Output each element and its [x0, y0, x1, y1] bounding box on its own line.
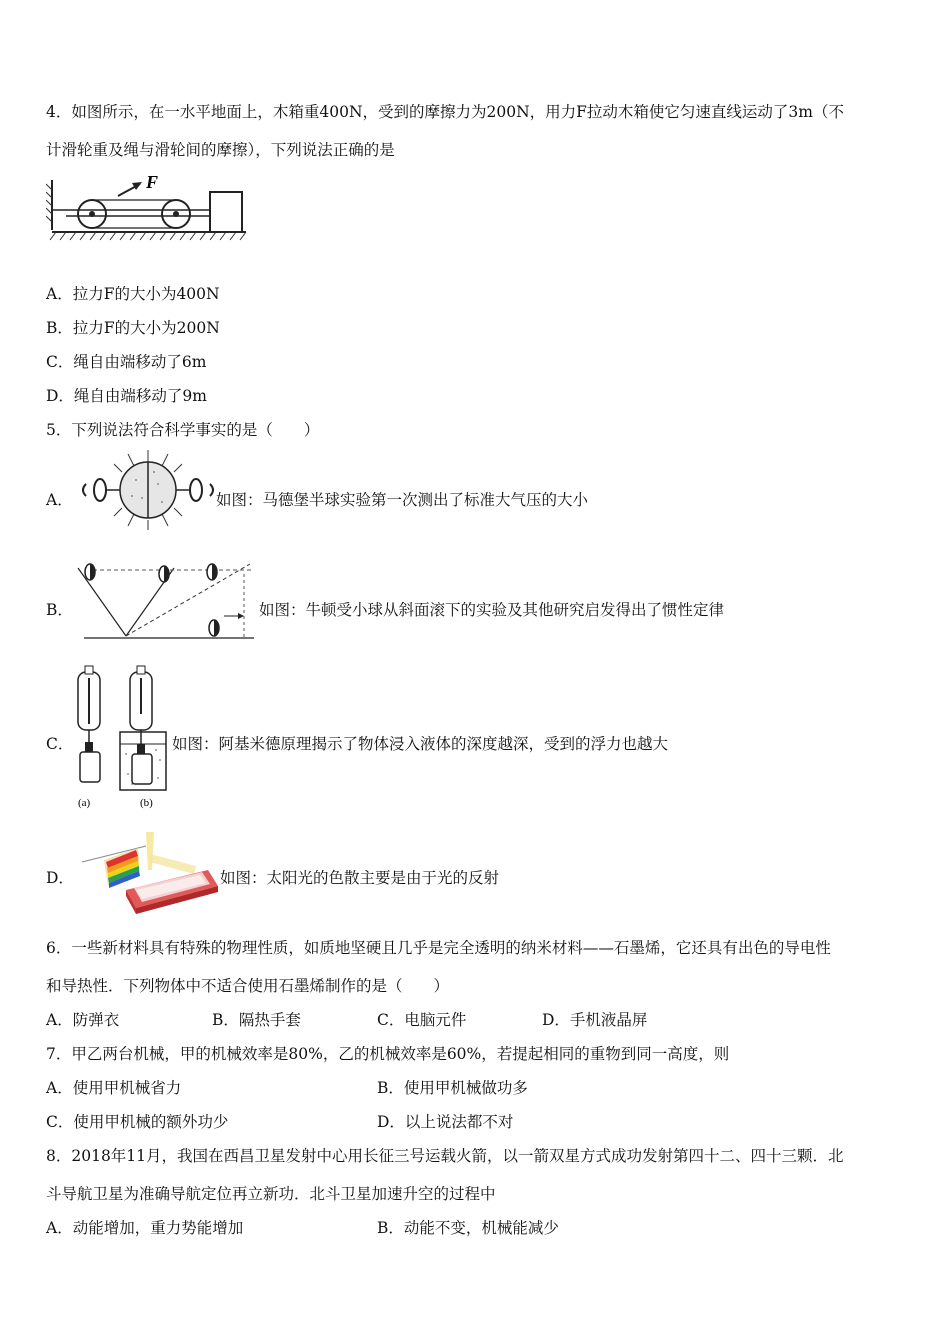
- light-dispersion-figure: [76, 826, 222, 914]
- q5-stem: 5．下列说法符合科学事实的是（ ）: [46, 421, 320, 439]
- q5-option-c-text[interactable]: 如图：阿基米德原理揭示了物体浸入液体的深度越深，受到的浮力也越大: [172, 735, 669, 753]
- q6-stem-line1: 6．一些新材料具有特殊的物理性质，如质地坚硬且几乎是完全透明的纳米材料——石墨烯，它还具有出色的导电性: [46, 939, 831, 957]
- q4-option-d[interactable]: D．绳自由端移动了9m: [46, 387, 207, 405]
- q6-option-c[interactable]: C．电脑元件: [377, 1011, 467, 1029]
- q8-stem-line2: 斗导航卫星为准确导航定位再立新功．北斗卫星加速升空的过程中: [46, 1185, 496, 1203]
- q5-option-b-text[interactable]: 如图：牛顿受小球从斜面滚下的实验及其他研究启发得出了惯性定律: [259, 601, 725, 619]
- q6-option-b[interactable]: B．隔热手套: [212, 1011, 301, 1029]
- q6-option-a[interactable]: A．防弹衣: [46, 1011, 120, 1029]
- q8-stem-line1: 8．2018年11月，我国在西昌卫星发射中心用长征三号运载火箭，以一箭双星方式成功发射第四十二、四十三颗．北: [46, 1147, 844, 1165]
- q7-stem: 7．甲乙两台机械，甲的机械效率是80%，乙的机械效率是60%，若提起相同的重物到同一高度，则: [46, 1045, 730, 1063]
- q4-option-a[interactable]: A．拉力F的大小为400N: [46, 285, 220, 303]
- q6-option-d[interactable]: D．手机液晶屏: [542, 1011, 648, 1029]
- q7-option-d[interactable]: D．以上说法都不对: [377, 1113, 514, 1131]
- q5-option-a-text[interactable]: 如图：马德堡半球实验第一次测出了标准大气压的大小: [216, 491, 589, 509]
- magdeburg-hemispheres-figure: [78, 448, 218, 532]
- q4-option-b[interactable]: B．拉力F的大小为200N: [46, 319, 220, 337]
- q5-option-d-text[interactable]: 如图：太阳光的色散主要是由于光的反射: [220, 869, 500, 887]
- spring-scale-buoyancy-figure: [72, 664, 176, 812]
- q4-option-c[interactable]: C．绳自由端移动了6m: [46, 353, 207, 371]
- q5-option-d-letter[interactable]: D．: [46, 869, 74, 887]
- force-label: F: [146, 172, 159, 192]
- figure-b-label: (b): [140, 797, 153, 809]
- q5-option-b-letter[interactable]: B．: [46, 601, 73, 619]
- q5-option-c-letter[interactable]: C．: [46, 735, 74, 753]
- q8-option-b[interactable]: B．动能不变，机械能减少: [377, 1219, 559, 1237]
- q6-stem-line2: 和导热性．下列物体中不适合使用石墨烯制作的是（ ）: [46, 977, 450, 995]
- q5-option-a-letter[interactable]: A．: [46, 491, 73, 509]
- q8-option-a[interactable]: A．动能增加，重力势能增加: [46, 1219, 244, 1237]
- q7-option-a[interactable]: A．使用甲机械省力: [46, 1079, 182, 1097]
- q7-option-c[interactable]: C．使用甲机械的额外功少: [46, 1113, 229, 1131]
- q7-option-b[interactable]: B．使用甲机械做功多: [377, 1079, 528, 1097]
- pulley-figure: [46, 170, 256, 242]
- figure-a-label: (a): [78, 797, 91, 809]
- q4-stem-line1: 4．如图所示，在一水平地面上，木箱重400N，受到的摩擦力为200N，用力F拉动木箱使它匀速直线运动了3m（不: [46, 103, 844, 121]
- q4-stem-line2: 计滑轮重及绳与滑轮间的摩擦），下列说法正确的是: [46, 141, 395, 159]
- newton-slope-figure: [74, 560, 260, 644]
